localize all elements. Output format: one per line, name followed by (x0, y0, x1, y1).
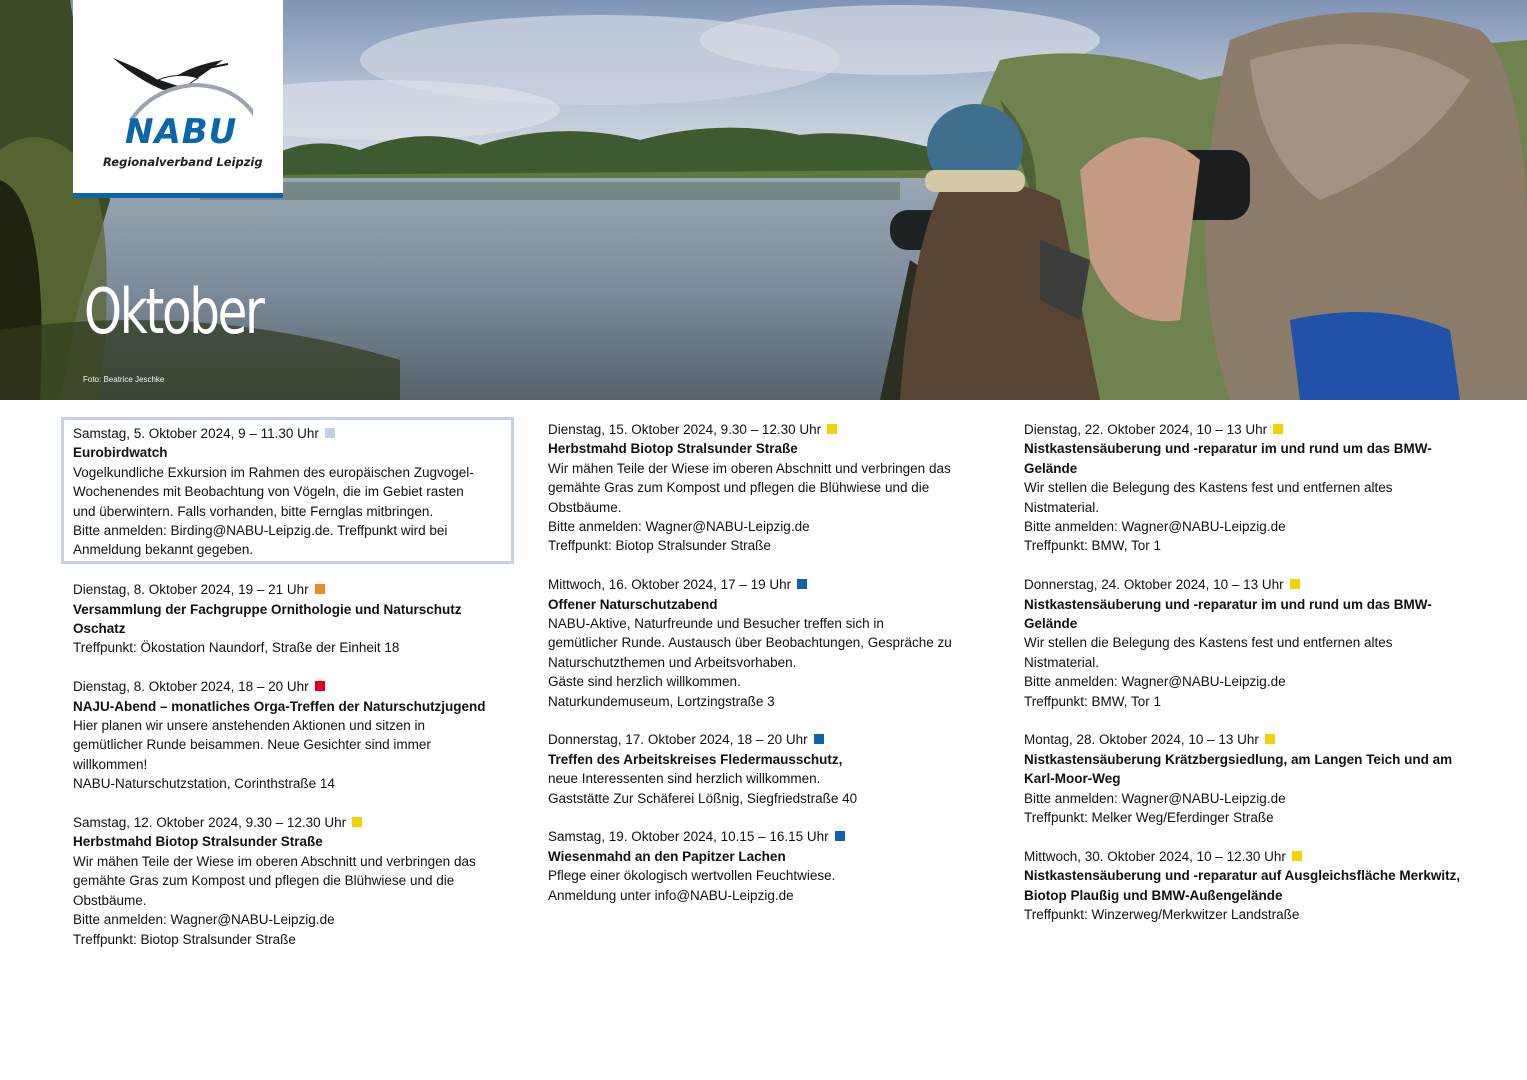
event-date: Dienstag, 15. Oktober 2024, 9.30 – 12.30 Uhr (548, 422, 822, 437)
event-entry (548, 730, 988, 808)
event-column-2 (548, 420, 988, 925)
category-color-square-icon (1273, 424, 1283, 434)
event-date-row (73, 424, 503, 443)
event-title: Offener Naturschutzabend (548, 596, 718, 612)
category-color-square-icon (797, 579, 807, 589)
event-entry (73, 813, 513, 949)
event-entry (548, 827, 988, 905)
category-color-square-icon (315, 584, 325, 594)
event-entry (1024, 420, 1464, 556)
event-date: Dienstag, 8. Oktober 2024, 19 – 21 Uhr (73, 582, 309, 598)
event-date: Samstag, 12. Oktober 2024, 9.30 – 12.30 Uhr (73, 815, 347, 831)
event-entry (548, 420, 988, 556)
category-color-square-icon (835, 831, 845, 841)
event-detail-line: Gaststätte Zur Schäferei Lößnig, Siegfriedstraße 40 (548, 790, 858, 806)
event-detail-line: Wir stellen die Belegung des Kastens fest und entfernen altes (1024, 480, 1393, 496)
event-detail-line: Treffpunkt: Biotop Stralsunder Straße (73, 931, 296, 947)
event-date: Mittwoch, 30. Oktober 2024, 10 – 12.30 Uhr (1024, 848, 1286, 864)
event-detail-line: Nistmaterial. (1024, 499, 1100, 515)
event-detail-line: Obstbäume. (548, 499, 622, 515)
event-detail-line: gemütlicher Runde. Austausch über Beobachtungen, Gespräche zu (548, 635, 952, 651)
event-title: NAJU-Abend – monatliches Orga-Treffen der Naturschutzjugend (73, 698, 486, 714)
event-date: Dienstag, 22. Oktober 2024, 10 – 13 Uhr (1024, 422, 1268, 437)
category-color-square-icon (1265, 734, 1275, 744)
event-detail-line: Bitte anmelden: Wagner@NABU-Leipzig.de (1024, 519, 1286, 535)
category-color-square-icon (1292, 851, 1302, 861)
event-detail-line: Hier planen wir unsere anstehenden Aktionen und sitzen in (73, 718, 425, 734)
event-date: Samstag, 5. Oktober 2024, 9 – 11.30 Uhr (73, 426, 319, 441)
event-detail-line: Treffpunkt: Biotop Stralsunder Straße (548, 538, 771, 554)
event-detail-line: gemütlicher Runde beisammen. Neue Gesichter sind immer (73, 737, 431, 753)
event-detail-line: Anmeldung bekannt gegeben. (73, 542, 254, 558)
event-title: Nistkastensäuberung Krätzbergsiedlung, am Langen Teich und am Karl-Moor-Weg (1024, 751, 1453, 787)
event-detail-line: Treffpunkt: Ökostation Naundorf, Straße der Einheit 18 (73, 640, 400, 656)
event-title: Nistkastensäuberung und -reparatur im und rund um das BMW-Gelände (1024, 441, 1432, 476)
event-entry (1024, 847, 1464, 925)
event-entry (73, 677, 513, 793)
event-date-row (548, 827, 988, 846)
category-color-square-icon (352, 817, 362, 827)
event-title: Herbstmahd Biotop Stralsunder Straße (548, 441, 798, 457)
category-color-square-icon (814, 734, 824, 744)
photo-credit: Foto: Beatrice Jeschke (83, 375, 165, 384)
event-detail-line: Pflege einer ökologisch wertvollen Feuchtwiese. (548, 868, 836, 884)
event-date-row (1024, 575, 1464, 594)
event-detail-line: NABU-Aktive, Naturfreunde und Besucher treffen sich in (548, 616, 884, 632)
event-detail-line: Treffpunkt: Melker Weg/Eferdinger Straße (1024, 810, 1274, 826)
event-detail-line: Naturkundemuseum, Lortzingstraße 3 (548, 693, 775, 709)
event-date: Donnerstag, 17. Oktober 2024, 18 – 20 Uhr (548, 732, 808, 748)
event-detail-line: Bitte anmelden: Birding@NABU-Leipzig.de. Treffpunkt wird bei (73, 523, 448, 539)
event-detail-line: und überwintern. Falls vorhanden, bitte Fernglas mitbringen. (73, 503, 434, 519)
event-title: Nistkastensäuberung und -reparatur im und rund um das BMW-Gelände (1024, 596, 1432, 632)
event-date-row (548, 575, 988, 594)
event-detail-line: Naturschutzthemen und Arbeitsvorhaben. (548, 654, 797, 670)
event-date: Montag, 28. Oktober 2024, 10 – 13 Uhr (1024, 732, 1259, 748)
event-detail-line: gemähte Gras zum Kompost und pflegen die Blühwiese und die (73, 873, 455, 889)
event-date: Mittwoch, 16. Oktober 2024, 17 – 19 Uhr (548, 577, 792, 593)
event-detail-line: Bitte anmelden: Wagner@NABU-Leipzig.de (73, 912, 335, 928)
category-color-square-icon (1290, 579, 1300, 589)
event-entry (64, 420, 511, 561)
event-title: Versammlung der Fachgruppe Ornithologie und Naturschutz Oschatz (73, 601, 462, 637)
event-date: Samstag, 19. Oktober 2024, 10.15 – 16.15 Uhr (548, 829, 829, 845)
event-date-row (1024, 730, 1464, 749)
event-date-row (73, 580, 513, 599)
event-detail-line: Bitte anmelden: Wagner@NABU-Leipzig.de (1024, 674, 1286, 690)
event-detail-line: Wochenendes mit Beobachtung von Vögeln, die im Gebiet rasten (73, 484, 464, 500)
event-title: Eurobirdwatch (73, 445, 168, 461)
event-date-row (73, 813, 513, 832)
event-date: Dienstag, 8. Oktober 2024, 18 – 20 Uhr (73, 679, 309, 695)
nabu-logo (73, 0, 283, 198)
category-color-square-icon (827, 424, 837, 434)
event-detail-line: Treffpunkt: BMW, Tor 1 (1024, 538, 1162, 554)
event-detail-line: neue Interessenten sind herzlich willkommen. (548, 771, 821, 787)
event-title: Wiesenmahd an den Papitzer Lachen (548, 848, 786, 864)
logo-wordmark: NABU (125, 112, 238, 152)
event-column-3 (1024, 420, 1464, 944)
stork-logo-icon (103, 50, 253, 120)
event-detail-line: Gäste sind herzlich willkommen. (548, 674, 741, 690)
header-photo (0, 0, 1527, 400)
event-detail-line: Wir mähen Teile der Wiese im oberen Abschnitt und verbringen das (548, 460, 951, 476)
event-date-row (548, 730, 988, 749)
event-detail-line: NABU-Naturschutzstation, Corinthstraße 14 (73, 776, 335, 792)
category-color-square-icon (325, 428, 335, 438)
event-detail-line: gemähte Gras zum Kompost und pflegen die Blühwiese und die (548, 480, 930, 496)
event-entry (73, 580, 513, 658)
event-column-1 (73, 420, 513, 968)
event-title: Herbstmahd Biotop Stralsunder Straße (73, 834, 323, 850)
event-date-row (73, 677, 513, 696)
month-title: Oktober (84, 275, 263, 348)
event-detail-line: Treffpunkt: BMW, Tor 1 (1024, 693, 1162, 709)
event-detail-line: Treffpunkt: Winzerweg/Merkwitzer Landstraße (1024, 907, 1300, 923)
event-entry (1024, 730, 1464, 827)
logo-subtitle: Regionalverband Leipzig (103, 155, 263, 169)
event-detail-line: willkommen! (73, 756, 148, 772)
category-color-square-icon (315, 681, 325, 691)
event-entry (1024, 575, 1464, 711)
event-detail-line: Obstbäume. (73, 892, 147, 908)
event-detail-line: Wir mähen Teile der Wiese im oberen Abschnitt und verbringen das (73, 853, 476, 869)
event-detail-line: Bitte anmelden: Wagner@NABU-Leipzig.de (548, 519, 810, 535)
event-date-row (1024, 847, 1464, 866)
event-title: Treffen des Arbeitskreises Fledermausschutz, (548, 751, 843, 767)
event-date-row (1024, 420, 1464, 439)
event-detail-line: Nistmaterial. (1024, 654, 1100, 670)
event-detail-line: Bitte anmelden: Wagner@NABU-Leipzig.de (1024, 790, 1286, 806)
event-detail-line: Wir stellen die Belegung des Kastens fest und entfernen altes (1024, 635, 1393, 651)
event-detail-line: Anmeldung unter info@NABU-Leipzig.de (548, 887, 794, 903)
event-detail-line: Vogelkundliche Exkursion im Rahmen des europäischen Zugvogel- (73, 464, 474, 480)
event-date-row (548, 420, 988, 439)
event-title: Nistkastensäuberung und -reparatur auf Ausgleichsfläche Merkwitz, Biotop Plaußig und BMW-Außengelände (1024, 868, 1461, 903)
event-date: Donnerstag, 24. Oktober 2024, 10 – 13 Uhr (1024, 577, 1284, 593)
event-entry (548, 575, 988, 711)
